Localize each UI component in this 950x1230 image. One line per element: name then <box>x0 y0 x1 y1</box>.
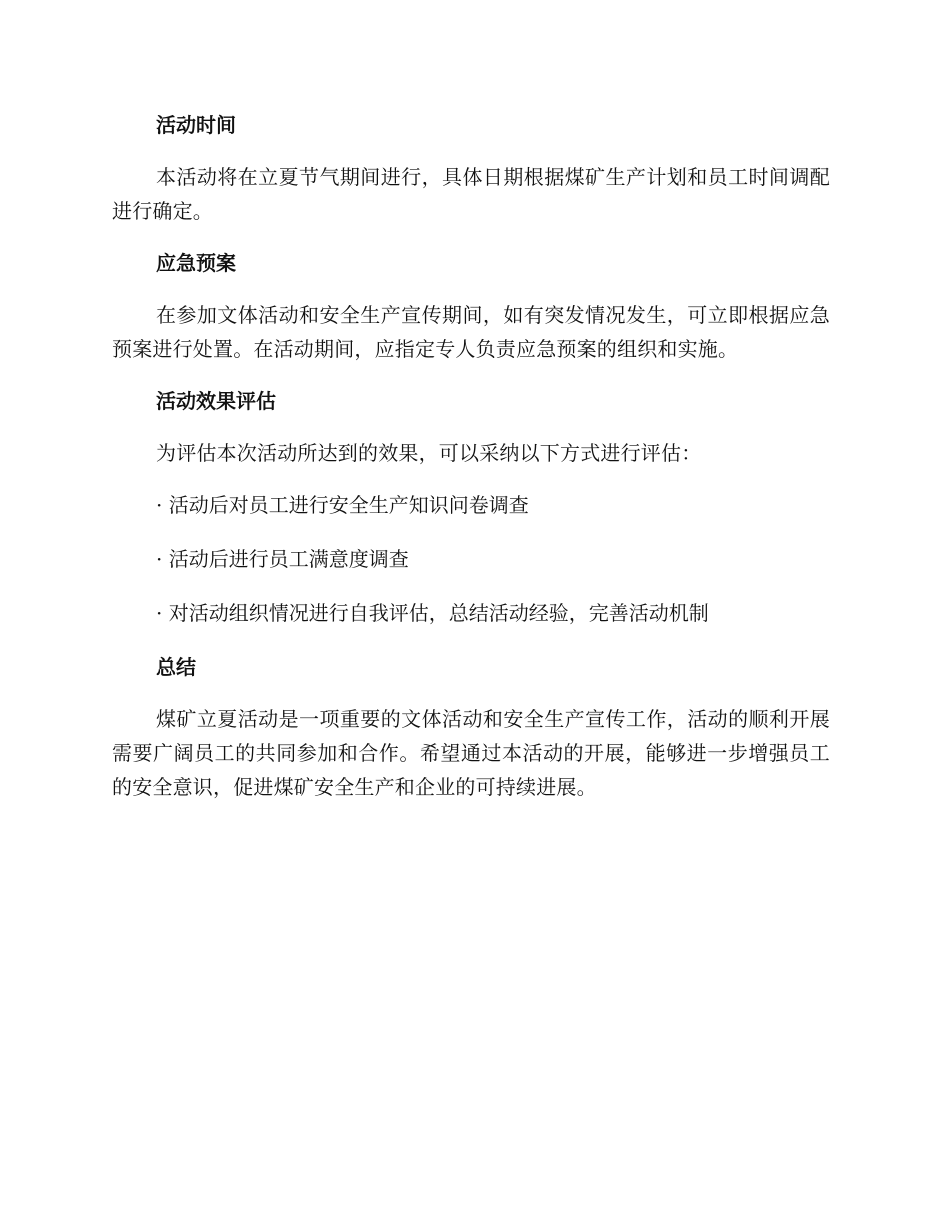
section-heading-summary: 总结 <box>156 655 196 679</box>
evaluation-list-item: · 对活动组织情况进行自我评估，总结活动经验，完善活动机制 <box>156 601 709 625</box>
document-content <box>112 108 830 822</box>
section-heading-emergency: 应急预案 <box>156 251 236 275</box>
section-intro-evaluation: 为评估本次活动所达到的效果，可以采纳以下方式进行评估： <box>156 441 702 465</box>
evaluation-list-item: · 活动后进行员工满意度调查 <box>156 547 409 571</box>
evaluation-list-item: · 活动后对员工进行安全生产知识问卷调查 <box>156 493 529 517</box>
section-body-time: 本活动将在立夏节气期间进行，具体日期根据煤矿生产计划和员工时间调配进行确定。 <box>112 165 830 223</box>
section-body-summary: 煤矿立夏活动是一项重要的文体活动和安全生产宣传工作，活动的顺利开展需要广阔员工的共同参加和合作。希望通过本活动的开展，能够进一步增强员工的安全意识，促进煤矿安全生产和企业的可持续进展。 <box>112 707 830 799</box>
section-heading-evaluation: 活动效果评估 <box>156 389 276 413</box>
section-heading-time: 活动时间 <box>156 113 236 137</box>
section-body-emergency: 在参加文体活动和安全生产宣传期间，如有突发情况发生，可立即根据应急预案进行处置。在活动期间，应指定专人负责应急预案的组织和实施。 <box>112 303 830 361</box>
